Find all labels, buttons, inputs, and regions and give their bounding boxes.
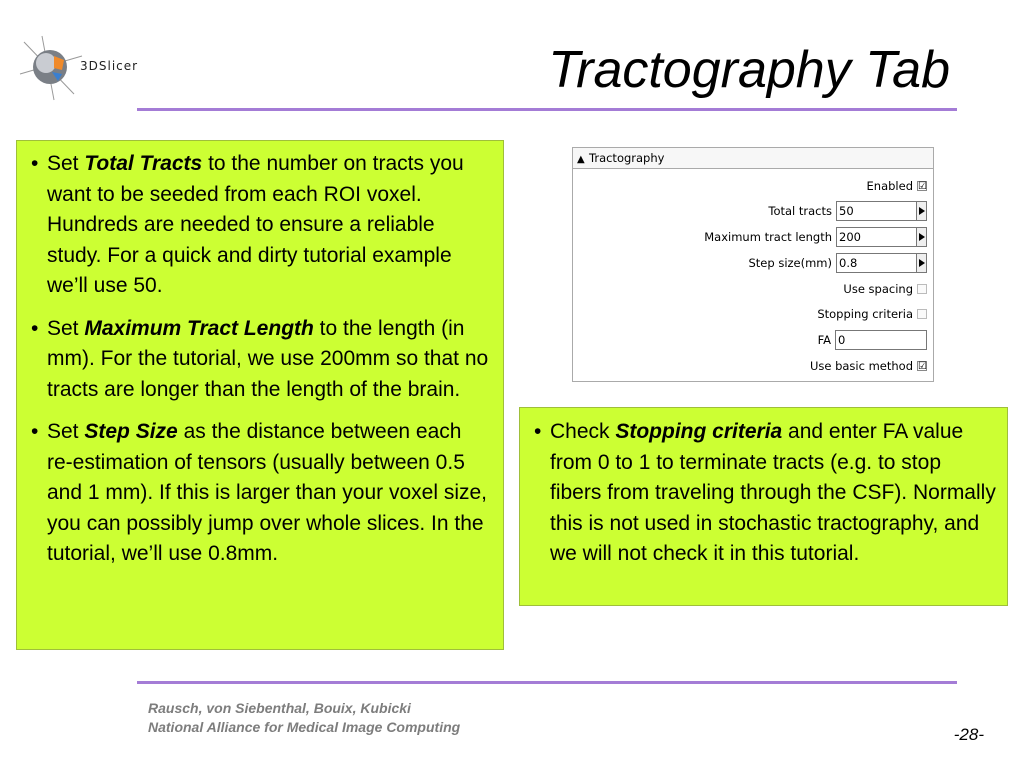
slide-title: Tractography Tab	[548, 41, 950, 99]
fa-input[interactable]: 0	[835, 330, 927, 350]
bullet-text: to the number on tracts you want to be seeded from each ROI voxel. Hundreds are needed to ensure a reliable study. For a quick and dirty tutorial example we’ll use 50.	[47, 152, 464, 297]
max-length-row	[704, 227, 927, 247]
total-tracts-spin-button[interactable]	[916, 201, 927, 221]
step-size-spin-button[interactable]	[916, 253, 927, 273]
use-spacing-checkbox[interactable]	[917, 284, 927, 294]
collapse-caret-icon[interactable]: ▲	[577, 154, 585, 165]
use-spacing-label: Use spacing	[843, 282, 913, 296]
step-size-input[interactable]: 0.8	[836, 253, 916, 273]
stopping-criteria-row	[817, 304, 927, 324]
page-number: -28-	[953, 725, 984, 744]
bullet-text: Set	[47, 420, 85, 443]
bullet-stopping-criteria	[528, 417, 997, 570]
bullet-total-tracts	[25, 149, 491, 302]
bullet-max-tract-length	[25, 314, 491, 406]
enabled-row	[867, 176, 927, 196]
bullet-text: Check	[550, 420, 616, 443]
slicer-logo-icon	[16, 34, 86, 102]
footer-rule	[137, 681, 957, 684]
bullet-emphasis: Maximum Tract Length	[84, 316, 314, 340]
fa-label: FA	[817, 333, 831, 347]
instructions-left-box	[16, 140, 504, 650]
enabled-label: Enabled	[866, 179, 913, 193]
step-size-label: Step size(mm)	[748, 256, 832, 270]
bullet-text: Set	[47, 316, 85, 340]
logo-text: 3DSlicer	[80, 59, 139, 73]
bullet-text: as the distance between each re-estimation of tensors (usually between 0.5 and 1 mm). If this is larger than your voxel size, you can possibly jump over whole slices. In the tutorial, we’ll use 0.8mm.	[47, 420, 488, 565]
footer-org: National Alliance for Medical Image Computing	[148, 719, 461, 735]
basic-method-row	[810, 356, 927, 376]
step-size-row	[748, 253, 927, 273]
fa-row	[818, 330, 927, 350]
enabled-checkbox[interactable]: ☑	[918, 181, 927, 192]
bullet-emphasis: Step Size	[84, 420, 178, 443]
max-length-spin-button[interactable]	[916, 227, 927, 247]
total-tracts-input[interactable]: 50	[836, 201, 916, 221]
bullet-step-size	[25, 417, 491, 570]
basic-method-label: Use basic method	[809, 359, 913, 373]
bullet-emphasis: Stopping criteria	[615, 420, 783, 443]
arrow-right-icon	[919, 233, 925, 241]
tractography-panel	[572, 147, 934, 382]
instructions-right-box	[519, 407, 1008, 606]
total-tracts-row	[768, 201, 927, 221]
panel-title: Tractography	[589, 151, 665, 165]
arrow-right-icon	[919, 259, 925, 267]
bullet-emphasis: Total Tracts	[84, 152, 203, 175]
use-spacing-row	[843, 279, 927, 299]
footer-authors: Rausch, von Siebenthal, Bouix, Kubicki	[148, 700, 411, 716]
total-tracts-label: Total tracts	[768, 204, 832, 218]
stopping-criteria-checkbox[interactable]	[917, 309, 927, 319]
stopping-criteria-label: Stopping criteria	[817, 307, 913, 321]
basic-method-checkbox[interactable]: ☑	[918, 361, 927, 372]
bullet-text: to the length (in mm). For the tutorial, we use 200mm so that no tracts are longer than the length of the brain.	[47, 316, 489, 401]
bullet-text: Set	[47, 152, 85, 175]
arrow-right-icon	[919, 207, 925, 215]
max-length-input[interactable]: 200	[836, 227, 916, 247]
title-rule	[137, 108, 957, 111]
panel-header[interactable]	[573, 148, 933, 169]
max-length-label: Maximum tract length	[704, 230, 832, 244]
footer-credits	[148, 699, 460, 737]
bullet-text: and enter FA value from 0 to 1 to terminate tracts (e.g. to stop fibers from traveling through the CSF). Normally this is not used in stochastic tractography, and we will not check it in this tutorial.	[550, 420, 996, 565]
